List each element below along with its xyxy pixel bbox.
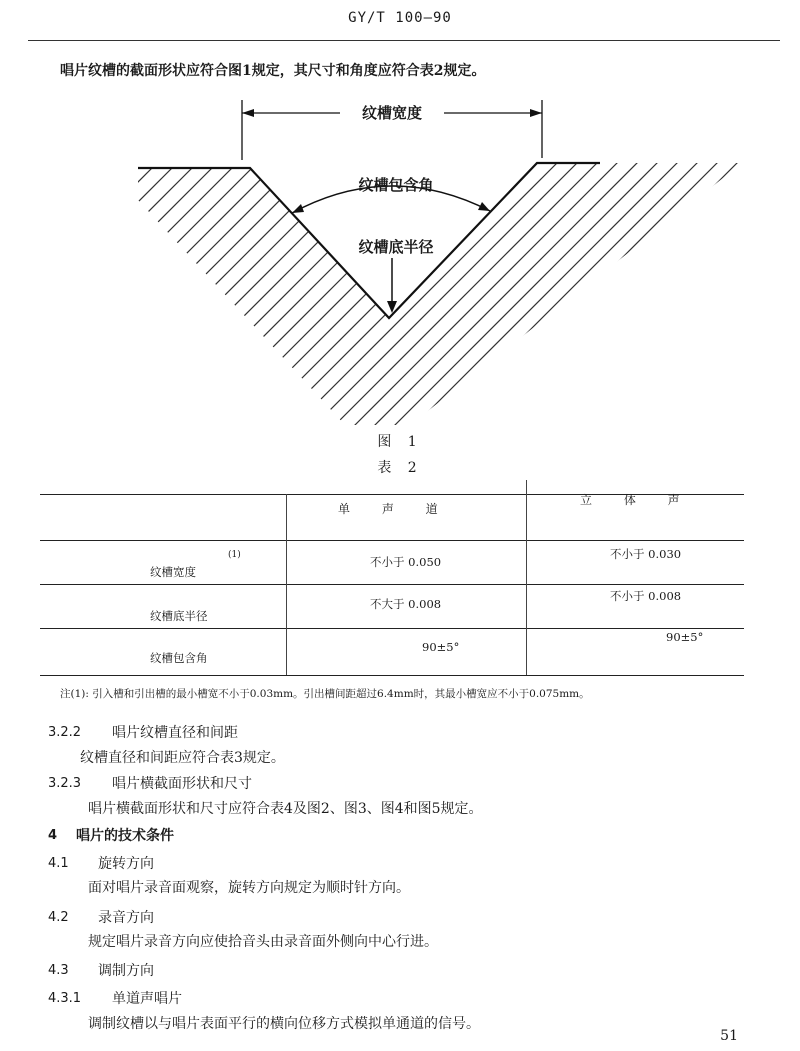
- hatch-line: [0, 120, 180, 430]
- section-number: 4.1: [48, 856, 69, 871]
- table-bottom-rule: [40, 675, 744, 676]
- section-body: 规定唱片录音方向应使拾音头由录音面外侧向中心行进。: [88, 934, 438, 950]
- mono-width-value: 不小于 0.050: [370, 555, 442, 569]
- hatch-line: [0, 120, 20, 430]
- hatch-line: [0, 120, 60, 430]
- hatch-line: [0, 120, 280, 430]
- angle-arrow-left: [292, 204, 304, 213]
- header-mono: 单 声 道: [338, 502, 452, 516]
- hatch-line: [680, 120, 800, 430]
- specification-table: [40, 480, 744, 676]
- table-row-rule: [40, 584, 744, 585]
- section-number: 4.3.1: [48, 991, 82, 1006]
- stereo-angle-value: 90±5°: [666, 630, 704, 644]
- standard-code: GY/T 100—90: [348, 10, 452, 26]
- hatch-line: [180, 120, 500, 430]
- section-body: 面对唱片录音面观察，旋转方向规定为顺时针方向。: [88, 880, 410, 896]
- table-caption: 表 2: [377, 460, 423, 476]
- hatch-line: [0, 120, 140, 430]
- hatch-line: [260, 120, 580, 430]
- hatch-line: [720, 120, 800, 430]
- section-title: 唱片的技术条件: [76, 828, 174, 844]
- figure-caption: 图 1: [377, 434, 423, 450]
- table-footnote: 注(1): 引入槽和引出槽的最小槽宽不小于0.03mm。引出槽间距超过6.4mm时，其最小槽宽应不小于0.075mm。: [60, 688, 590, 700]
- row-label-radius: 纹槽底半径: [150, 609, 208, 623]
- hatch-line: [640, 120, 800, 430]
- hatch-line: [420, 120, 740, 430]
- section-number: 4: [48, 828, 58, 843]
- table-column-divider: [526, 480, 527, 675]
- width-label: 纹槽宽度: [361, 104, 423, 122]
- hatch-line: [240, 120, 560, 430]
- header-stereo: 立 体 声: [580, 493, 694, 507]
- hatch-line: [560, 120, 800, 430]
- hatch-line: [0, 120, 200, 430]
- section-title: 调制方向: [98, 963, 154, 979]
- section-body: 调制纹槽以与唱片表面平行的横向位移方式模拟单通道的信号。: [88, 1016, 480, 1032]
- hatch-line: [360, 120, 680, 430]
- note-mark: (1): [228, 550, 241, 560]
- groove-cross-section-figure: [0, 0, 800, 430]
- table-row-rule: [40, 628, 744, 629]
- table-column-divider: [286, 494, 287, 675]
- hatching-pattern: [0, 120, 800, 430]
- hatch-line: [0, 120, 240, 430]
- radius-label: 纹槽底半径: [358, 238, 434, 256]
- stereo-radius-value: 不小于 0.008: [610, 589, 682, 603]
- hatch-line: [320, 120, 640, 430]
- section-title: 唱片纹槽直径和间距: [112, 725, 238, 741]
- hatch-line: [0, 120, 160, 430]
- section-body: 唱片横截面形状和尺寸应符合表4及图2、图3、图4和图5规定。: [88, 801, 483, 817]
- hatch-line: [780, 120, 800, 430]
- hatch-line: [600, 120, 800, 430]
- hatch-line: [620, 120, 800, 430]
- intro-paragraph: 唱片纹槽的截面形状应符合图1规定，其尺寸和角度应符合表2规定。: [60, 63, 486, 79]
- table-header-rule: [40, 540, 744, 541]
- angle-label: 纹槽包含角: [358, 176, 434, 194]
- width-arrow-right: [530, 109, 542, 117]
- row-label-angle: 纹槽包含角: [150, 651, 208, 665]
- width-arrow-left: [242, 109, 254, 117]
- hatch-line: [160, 120, 480, 430]
- hatch-line: [280, 120, 600, 430]
- mono-angle-value: 90±5°: [422, 640, 460, 654]
- hatch-line: [200, 120, 520, 430]
- section-number: 3.2.3: [48, 776, 82, 791]
- hatch-line: [80, 120, 400, 430]
- hatch-line: [0, 120, 300, 430]
- row-label-width: 纹槽宽度: [150, 565, 196, 579]
- hatch-line: [400, 120, 720, 430]
- section-number: 4.2: [48, 910, 69, 925]
- hatch-line: [380, 120, 700, 430]
- hatch-line: [220, 120, 540, 430]
- hatch-line: [540, 120, 800, 430]
- section-number: 4.3: [48, 963, 69, 978]
- hatch-line: [0, 120, 220, 430]
- hatch-line: [480, 120, 800, 430]
- section-number: 3.2.2: [48, 725, 82, 740]
- hatch-line: [340, 120, 660, 430]
- hatch-line: [440, 120, 760, 430]
- section-title: 单道声唱片: [112, 991, 182, 1007]
- hatch-line: [0, 120, 80, 430]
- stereo-width-value: 不小于 0.030: [610, 547, 682, 561]
- hatch-line: [520, 120, 800, 430]
- hatch-line: [700, 120, 800, 430]
- hatch-line: [0, 120, 260, 430]
- hatch-line: [20, 120, 340, 430]
- angle-arrow-right: [478, 202, 490, 211]
- hatch-line: [0, 120, 100, 430]
- section-title: 唱片横截面形状和尺寸: [112, 776, 252, 792]
- hatch-line: [660, 120, 800, 430]
- hatch-line: [140, 120, 460, 430]
- hatch-line: [760, 120, 800, 430]
- page-number: 51: [720, 1028, 738, 1044]
- hatch-line: [60, 120, 380, 430]
- section-body: 纹槽直径和间距应符合表3规定。: [80, 750, 285, 766]
- hatch-line: [0, 120, 120, 430]
- hatch-line: [460, 120, 780, 430]
- hatch-line: [100, 120, 420, 430]
- section-title: 旋转方向: [98, 856, 154, 872]
- hatch-line: [0, 120, 40, 430]
- mono-radius-value: 不大于 0.008: [370, 597, 442, 611]
- hatch-line: [40, 120, 360, 430]
- section-title: 录音方向: [98, 910, 154, 926]
- hatch-line: [0, 120, 320, 430]
- hatch-line: [740, 120, 800, 430]
